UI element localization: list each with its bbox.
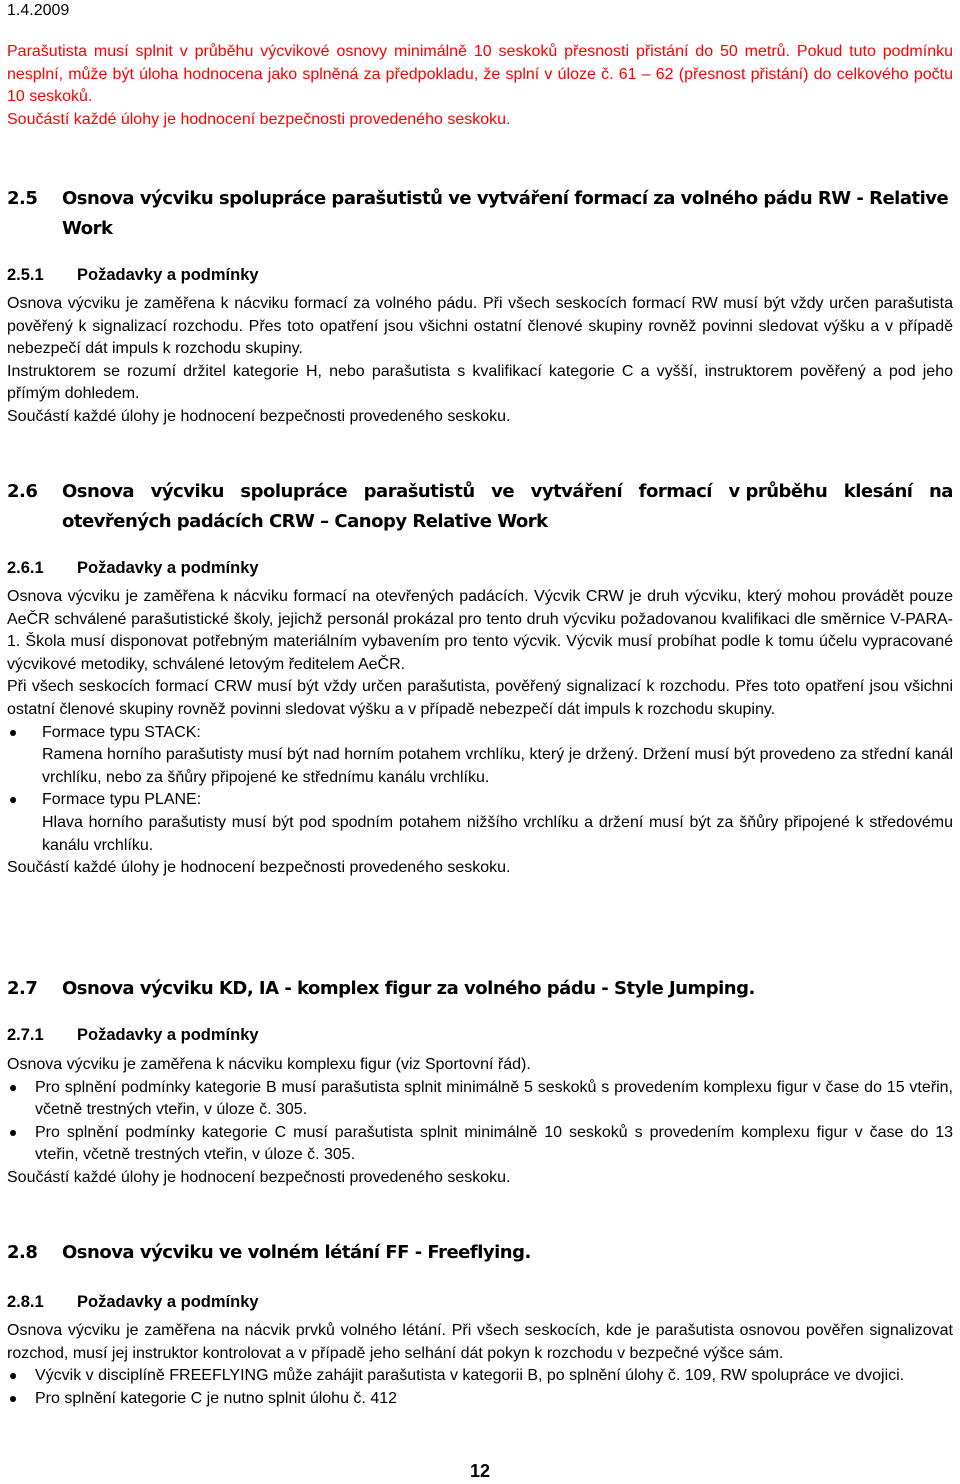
- safety-note: Součástí každé úlohy je hodnocení bezpečnosti provedeného seskoku.: [7, 859, 511, 877]
- list-item-text: Pro splnění podmínky kategorie B musí parašutista splnit minimálně 5 seskoků s provedením komplexu figur v čase do 15 vteřin, včetně trestných vteřin, v úloze č. 305.: [35, 1078, 953, 1119]
- subsection-number: 2.7.1: [7, 1026, 44, 1044]
- page-number: 12: [469, 1461, 491, 1481]
- subsection-number: 2.6.1: [7, 559, 44, 577]
- section-title: Osnova výcviku KD, IA - komplex figur za volného pádu - Style Jumping.: [62, 978, 755, 999]
- subsection-title: Požadavky a podmínky: [77, 266, 259, 284]
- section-2-7-body: [7, 1054, 953, 1190]
- list-item-text: Hlava horního parašutisty musí být pod spodním potahem nižšího vrchlíku a držení musí být za šňůry připojené k středovému kanálu vrchlíku.: [42, 813, 953, 854]
- section-2-5-body: [7, 293, 953, 429]
- section-2-5-heading: [7, 184, 953, 244]
- subsection-2-7-1-heading: [7, 1024, 953, 1046]
- subsection-title: Požadavky a podmínky: [77, 1026, 259, 1044]
- list-item: [7, 1388, 953, 1411]
- section-2-6-body: [7, 586, 953, 880]
- freefly-list: [7, 1365, 953, 1410]
- list-item-text: Pro splnění podmínky kategorie C musí parašutista splnit minimálně 10 seskoků s provedením komplexu figur v čase do 13 vteřin, včetně trestných vteřin, v úloze č. 305.: [35, 1123, 953, 1164]
- list-item: [7, 1365, 953, 1388]
- paragraph: Osnova výcviku je zaměřena k nácviku komplexu figur (viz Sportovní řád).: [7, 1056, 531, 1073]
- intro-block: [7, 41, 953, 131]
- bullet-icon: [10, 797, 16, 803]
- paragraph: Osnova výcviku je zaměřena k nácviku formací za volného pádu. Při všech seskocích formací RW musí být vždy určen parašutista pověřený k signalizací rozchodu. Přes toto opatření jsou všichni ostatní členové skupiny rovněž povinni sledovat výšku a v případě nebezpečí dát impuls k rozchodu skupiny.: [7, 295, 953, 358]
- list-item-text: Výcvik v disciplíně FREEFLYING může zahájit parašutista v kategorii B, po splnění úlohy č. 109, RW spolupráce ve dvojici.: [35, 1367, 905, 1385]
- list-item: [7, 789, 953, 857]
- list-item-title: Formace typu STACK:: [42, 723, 201, 741]
- list-item: [7, 722, 953, 790]
- header-date: 1.4.2009: [7, 2, 70, 19]
- subsection-title: Požadavky a podmínky: [77, 559, 259, 577]
- subsection-title: Požadavky a podmínky: [77, 1293, 259, 1311]
- subsection-2-8-1-heading: [7, 1291, 953, 1313]
- intro-safety-note: Součástí každé úlohy je hodnocení bezpečnosti provedeného seskoku.: [7, 110, 511, 128]
- section-title-line-1: Osnova výcviku spolupráce parašutistů ve vytváření formací v průběhu klesání na: [62, 481, 953, 502]
- list-item-title: Formace typu PLANE:: [42, 791, 202, 809]
- subsection-2-6-1-heading: [7, 557, 953, 579]
- paragraph: Osnova výcviku je zaměřena na nácvik prvků volného létání. Při všech seskocích, kde je parašutista osnovou pověřen signalizovat rozchod, musí jej instruktor kontrolovat a v případě jeho selhání dát pokyn k rozchodu v bezpečné výšce sám.: [7, 1322, 953, 1362]
- section-2-6-heading: [7, 477, 953, 537]
- bullet-icon: [10, 730, 16, 736]
- section-title: Osnova výcviku spolupráce parašutistů ve vytváření formací za volného pádu RW - Relative Work: [62, 188, 949, 239]
- bullet-icon: [10, 1373, 16, 1379]
- section-number: 2.8: [7, 1242, 38, 1263]
- formation-list: [7, 722, 953, 858]
- bullet-icon: [10, 1396, 16, 1402]
- paragraph: Instruktorem se rozumí držitel kategorie H, nebo parašutista s kvalifikací kategorie C a vyšší, instruktorem pověřený a pod jeho přímým dohledem.: [7, 362, 953, 403]
- bullet-icon: [10, 1130, 16, 1136]
- section-number: 2.5: [7, 188, 38, 209]
- safety-note: Součástí každé úlohy je hodnocení bezpečnosti provedeného seskoku.: [7, 407, 511, 425]
- section-number: 2.6: [7, 481, 38, 502]
- paragraph: Osnova výcviku je zaměřena k nácviku formací na otevřených padácích. Výcvik CRW je druh výcviku, který mohou provádět pouze AeČR schválené parašutistické školy, jejichž personál prokázal pro tento druh výcviku požadovanou kvalifikaci dle směrnice V-PARA-1. Škola musí disponovat potřebným materiálním vybavením pro tento výcvik. Výcvik musí probíhat podle k tomu účelu vypracované výcvikové metodiky, schválené letovým ředitelem AeČR.: [7, 588, 953, 673]
- list-item: [7, 1077, 953, 1122]
- list-item-text: Ramena horního parašutisty musí být nad horním potahem vrchlíku, který je držený. Držení musí být provedeno za střední kanál vrchlíku, nebo za šňůry připojené ke střednímu kanálu vrchlíku.: [42, 746, 953, 786]
- category-list: [7, 1077, 953, 1167]
- subsection-number: 2.5.1: [7, 266, 44, 284]
- list-item-text: Pro splnění kategorie C je nutno splnit úlohu č. 412: [35, 1389, 398, 1407]
- paragraph: Při všech seskocích formací CRW musí být vždy určen parašutista, pověřený signalizací k rozchodu. Přes toto opatření jsou všichni ostatní členové skupiny rovněž povinni sledovat výšku a v případě nebezpečí dát impuls k rozchodu skupiny.: [7, 678, 953, 718]
- subsection-2-5-1-heading: [7, 264, 953, 286]
- section-number: 2.7: [7, 978, 38, 999]
- intro-paragraph: Parašutista musí splnit v průběhu výcvikové osnovy minimálně 10 seskoků přesnosti přistání do 50 metrů. Pokud tuto podmínku nesplní, může být úloha hodnocena jako splněná za předpokladu, že splní v úloze č. 61 – 62 (přesnost přistání) do celkového počtu 10 seskoků.: [7, 43, 953, 106]
- section-2-8-body: [7, 1320, 953, 1410]
- bullet-icon: [10, 1085, 16, 1091]
- safety-note: Součástí každé úlohy je hodnocení bezpečnosti provedeného seskoku.: [7, 1168, 511, 1186]
- list-item: [7, 1122, 953, 1167]
- section-title-line-2: otevřených padácích CRW – Canopy Relative Work: [62, 511, 548, 532]
- section-title: Osnova výcviku ve volném létání FF - Freeflying.: [62, 1242, 531, 1263]
- section-title: [62, 477, 953, 537]
- subsection-number: 2.8.1: [7, 1293, 44, 1311]
